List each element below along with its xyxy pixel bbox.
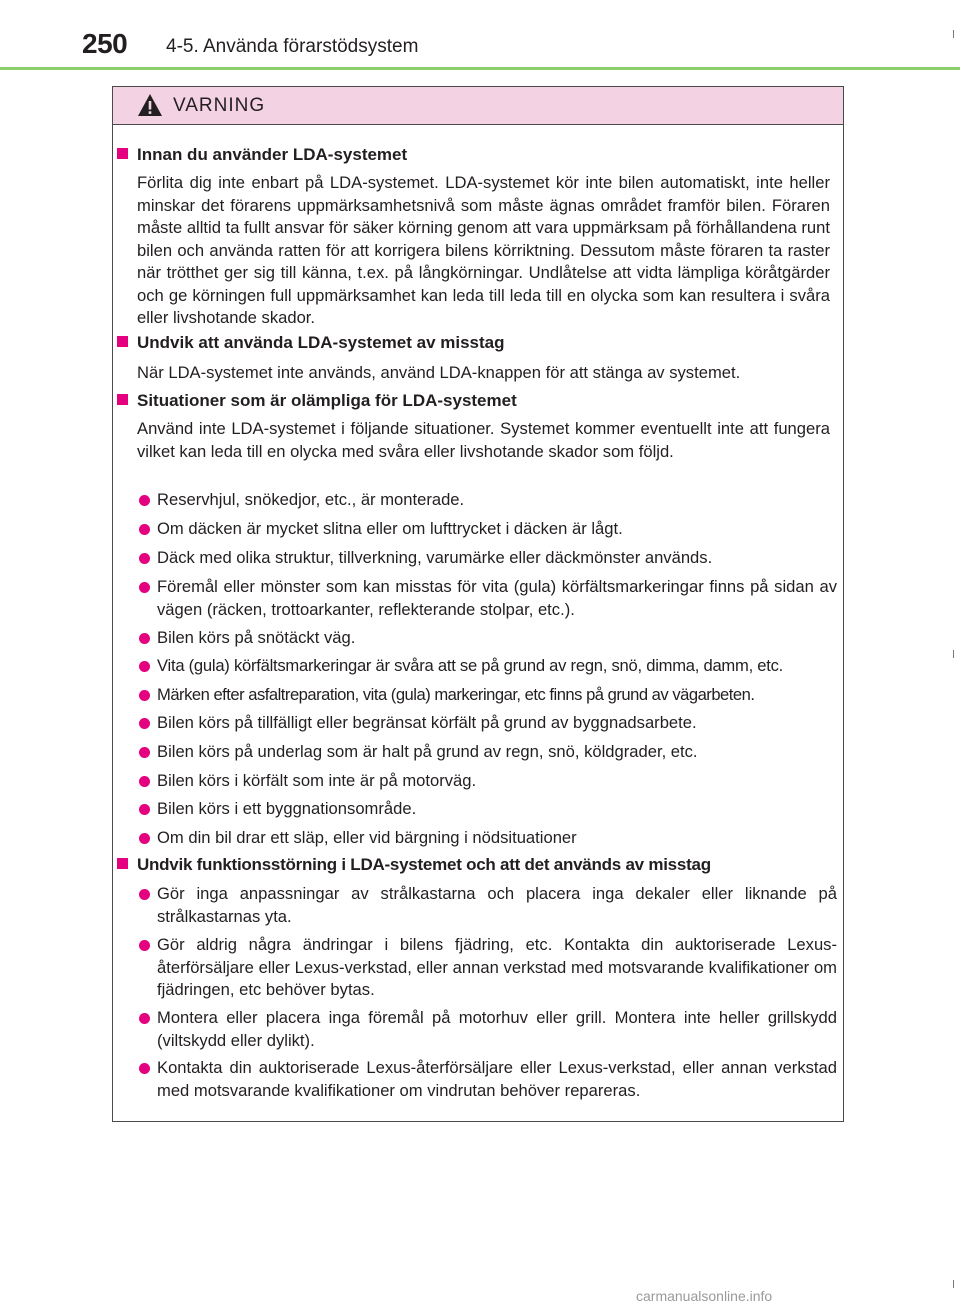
list-item: Om däcken är mycket slitna eller om lufttrycket i däcken är lågt. xyxy=(137,518,837,541)
list-item: Om din bil drar ett släp, eller vid bärgning i nödsituationer xyxy=(137,827,837,850)
list-item: Bilen körs i ett byggnationsområde. xyxy=(137,798,837,821)
bullet-dot-icon xyxy=(139,940,150,951)
bullet-dot-icon xyxy=(139,718,150,729)
paragraph: När LDA-systemet inte används, använd LDA-knappen för att stänga av systemet. xyxy=(137,363,741,382)
crop-mark xyxy=(953,650,954,658)
bullet-dot-icon xyxy=(139,1063,150,1074)
bullet-dot-icon xyxy=(139,690,150,701)
list-item: Bilen körs på snötäckt väg. xyxy=(137,627,837,650)
list-item: Gör inga anpassningar av strålkastarna och placera inga dekaler eller liknande på strålkastarnas yta. xyxy=(137,883,837,928)
subheading: Situationer som är olämpliga för LDA-systemet xyxy=(117,391,517,411)
bullet-dot-icon xyxy=(139,776,150,787)
bullet-dot-icon xyxy=(139,633,150,644)
bullet-dot-icon xyxy=(139,524,150,535)
page-header xyxy=(0,0,960,70)
square-bullet-icon xyxy=(117,148,128,159)
paragraph: Använd inte LDA-systemet i följande situationer. Systemet kommer eventuellt inte att fungera vilket kan leda till en olycka med svåra eller livshotande skador som följd. xyxy=(137,419,830,461)
bullet-dot-icon xyxy=(139,889,150,900)
header-rule xyxy=(0,67,960,70)
subheading: Undvik att använda LDA-systemet av misstag xyxy=(117,333,505,353)
subheading: Innan du använder LDA-systemet xyxy=(117,145,407,165)
list-item: Montera eller placera inga föremål på motorhuv eller grill. Montera inte heller grillskydd (viltskydd eller dylikt). xyxy=(137,1007,837,1052)
warning-header xyxy=(113,87,843,125)
list-item: Bilen körs på underlag som är halt på grund av regn, snö, köldgrader, etc. xyxy=(137,741,837,764)
list-item: Bilen körs i körfält som inte är på motorväg. xyxy=(137,770,837,793)
bullet-dot-icon xyxy=(139,495,150,506)
paragraph: Förlita dig inte enbart på LDA-systemet. LDA-systemet kör inte bilen automatiskt, inte heller minskar det förarens uppmärksamhetsnivå som måste ägnas området framför bilen. Föraren måste alltid ta fullt ansvar för säker körning genom att vara uppmärksam på förhållandena runt bilen och använda ratten för att korrigera bilens körriktning. Dessutom måste föraren ta raster när trötthet ger sig till känna, t.ex. på långkörningar. Undlåtelse att vidta lämpliga köråtgärder och ge körningen full uppmärksamhet kan leda till leda till en olycka som kan resultera i svåra eller livshotande skador. xyxy=(137,173,830,327)
bullet-dot-icon xyxy=(139,833,150,844)
square-bullet-icon xyxy=(117,394,128,405)
list-item: Gör aldrig några ändringar i bilens fjädring, etc. Kontakta din auktoriserade Lexus-återförsäljare eller Lexus-verkstad, eller annan verkstad med motsvarande kvalifikationer om fjädringen, etc behöver bytas. xyxy=(137,934,837,1002)
section-title: 4-5. Använda förarstödsystem xyxy=(166,36,419,57)
subheading: Undvik funktionsstörning i LDA-systemet och att det används av misstag xyxy=(117,855,711,875)
warning-title: VARNING xyxy=(173,95,266,116)
bullet-dot-icon xyxy=(139,747,150,758)
warning-triangle-icon xyxy=(137,93,163,117)
bullet-dot-icon xyxy=(139,1013,150,1024)
page-number: 250 xyxy=(82,28,128,59)
watermark: carmanualsonline.info xyxy=(636,1288,773,1304)
list-item: Märken efter asfaltreparation, vita (gula) markeringar, etc finns på grund av vägarbeten. xyxy=(137,684,837,707)
list-item: Bilen körs på tillfälligt eller begränsat körfält på grund av byggnadsarbete. xyxy=(137,712,837,735)
crop-mark xyxy=(953,30,954,38)
crop-mark xyxy=(953,1280,954,1288)
bullet-dot-icon xyxy=(139,582,150,593)
square-bullet-icon xyxy=(117,858,128,869)
list-item: Vita (gula) körfältsmarkeringar är svåra att se på grund av regn, snö, dimma, damm, etc. xyxy=(137,655,837,678)
bullet-dot-icon xyxy=(139,661,150,672)
list-item: Reservhjul, snökedjor, etc., är monterade. xyxy=(137,489,837,512)
warning-box xyxy=(112,86,844,1122)
bullet-dot-icon xyxy=(139,804,150,815)
list-item: Kontakta din auktoriserade Lexus-återförsäljare eller Lexus-verkstad, eller annan verkstad med motsvarande kvalifikationer om vindrutan behöver repareras. xyxy=(137,1057,837,1102)
bullet-dot-icon xyxy=(139,553,150,564)
square-bullet-icon xyxy=(117,336,128,347)
list-item: Föremål eller mönster som kan misstas för vita (gula) körfältsmarkeringar finns på sidan av vägen (räcken, trottoarkanter, reflekterande stolpar, etc.). xyxy=(137,576,837,621)
list-item: Däck med olika struktur, tillverkning, varumärke eller däckmönster används. xyxy=(137,547,837,570)
